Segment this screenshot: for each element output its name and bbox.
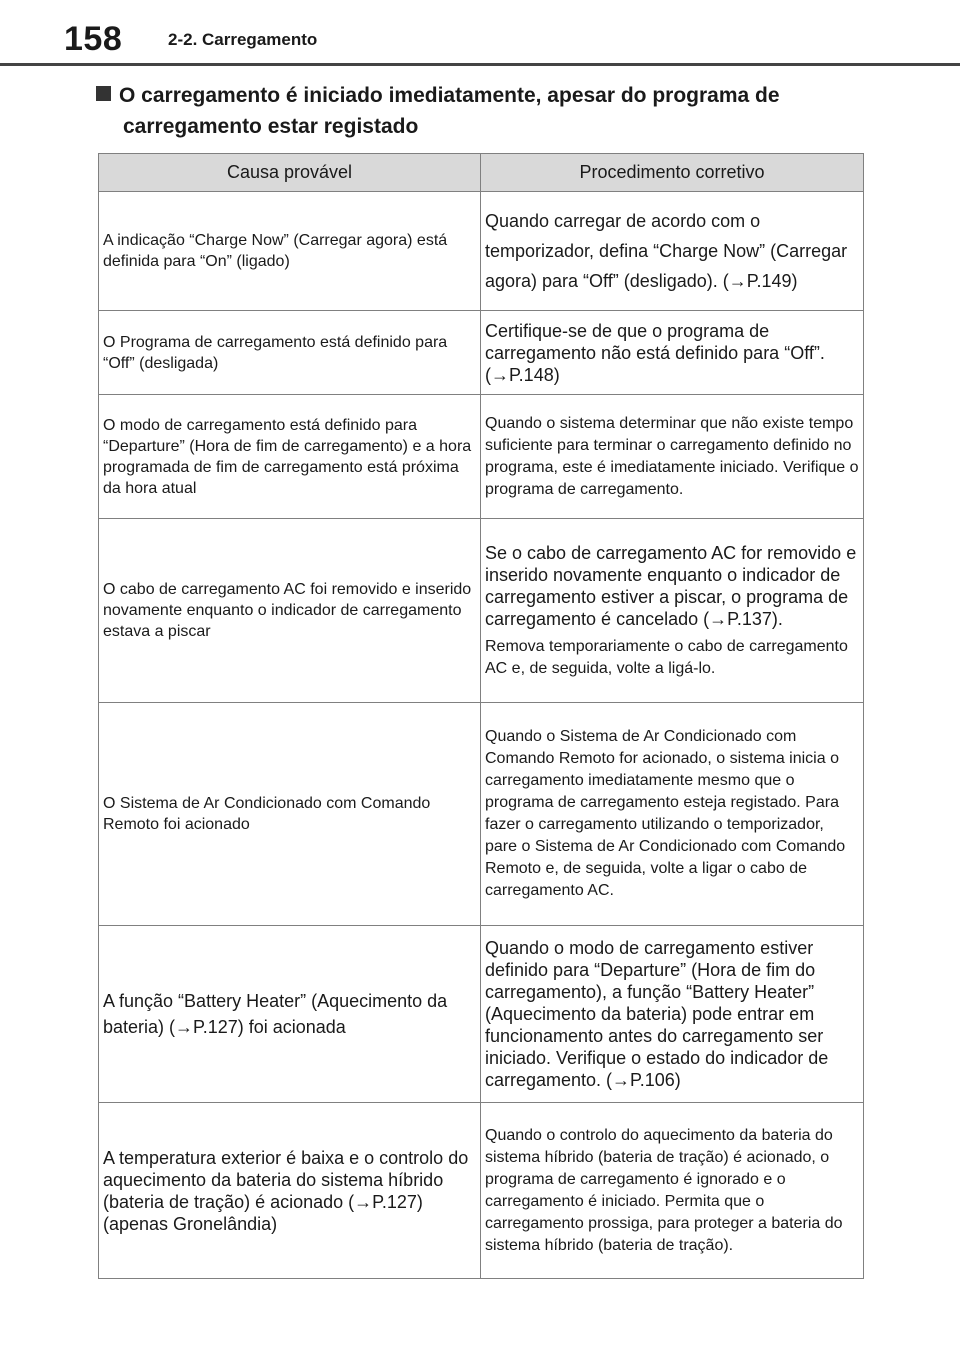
procedure-cell [481, 1103, 864, 1279]
header-divider [0, 63, 960, 66]
column-header-cause: Causa provável [99, 154, 481, 192]
table-row [99, 926, 864, 1103]
procedure-text: Se o cabo de carregamento AC for removido e inserido novamente enquanto o indicador de carregamento estiver a piscar, o programa de carregamento é cancelado (→P.137). [485, 542, 857, 629]
cause-cell: A função “Battery Heater” (Aquecimento da bateria) (→P.127) foi acionada [99, 926, 481, 1103]
square-bullet-icon [96, 86, 111, 101]
table-row [99, 1103, 864, 1279]
table-row [99, 519, 864, 703]
page-number: 158 [64, 20, 123, 58]
column-header-procedure: Procedimento corretivo [481, 154, 864, 192]
cause-cell: A temperatura exterior é baixa e o controlo do aquecimento da bateria do sistema híbrido (bateria de tração) é acionado (→P.127) (apenas Gronelândia) [99, 1103, 481, 1279]
procedure-cell [481, 926, 864, 1103]
procedure-cell [481, 703, 864, 926]
procedure-text: Quando o sistema determinar que não existe tempo suficiente para terminar o carregamento definido no programa, este é imediatamente iniciado. Verifique o programa de carregamento. [485, 414, 859, 498]
heading-line-1: O carregamento é iniciado imediatamente, apesar do programa de [119, 84, 780, 107]
troubleshooting-table [98, 153, 864, 1279]
table-row [99, 192, 864, 311]
procedure-cell [481, 311, 864, 395]
procedure-cell [481, 519, 864, 703]
table-row [99, 703, 864, 926]
cause-cell: O modo de carregamento está definido para “Departure” (Hora de fim de carregamento) e a hora programada de fim de carregamento está próxima da hora atual [99, 395, 481, 519]
cause-cell: O Sistema de Ar Condicionado com Comando Remoto foi acionado [99, 703, 481, 926]
cause-cell: A indicação “Charge Now” (Carregar agora) está definida para “On” (ligado) [99, 192, 481, 311]
heading-line-2: carregamento estar registado [123, 115, 419, 138]
table-row [99, 395, 864, 519]
procedure-cell [481, 395, 864, 519]
procedure-text: Quando o modo de carregamento estiver definido para “Departure” (Hora de fim do carregamento), a função “Battery Heater” (Aquecimento da bateria) pode entrar em funcionamento antes do carregamento ser iniciado. Verifique o estado do indicador de carregamento. (→P.106) [485, 938, 829, 1090]
procedure-text: Quando o Sistema de Ar Condicionado com Comando Remoto for acionado, o sistema inicia o carregamento imediatamente mesmo que o programa de carregamento esteja registado. Para fazer o carregamento utilizando o temporizador, pare o Sistema de Ar Condicionado com Comando Remoto e, de seguida, volte a ligar o cabo de carregamento AC. [485, 728, 846, 899]
procedure-text: Quando carregar de acordo com o temporizador, defina “Charge Now” (Carregar agora) para “Off” (desligado). (→P.149) [485, 211, 848, 291]
procedure-text: Quando o controlo do aquecimento da bateria do sistema híbrido (bateria de tração) é acionado, o programa de carregamento é ignorado e o carregamento é iniciado. Permita que o carregamento prossiga, para proteger a bateria do sistema híbrido (bateria de tração). [485, 1126, 843, 1254]
section-title: 2-2. Carregamento [168, 30, 318, 49]
procedure-cell [481, 192, 864, 311]
procedure-note: Remova temporariamente o cabo de carregamento AC e, de seguida, volte a ligá-lo. [485, 637, 848, 677]
cause-cell: O Programa de carregamento está definido para “Off” (desligada) [99, 311, 481, 395]
cause-cell: O cabo de carregamento AC foi removido e inserido novamente enquanto o indicador de carregamento estava a piscar [99, 519, 481, 703]
table-row [99, 311, 864, 395]
table-header-row [99, 154, 864, 192]
procedure-text: Certifique-se de que o programa de carregamento não está definido para “Off”. (→P.148) [485, 320, 825, 385]
section-heading [96, 80, 876, 142]
